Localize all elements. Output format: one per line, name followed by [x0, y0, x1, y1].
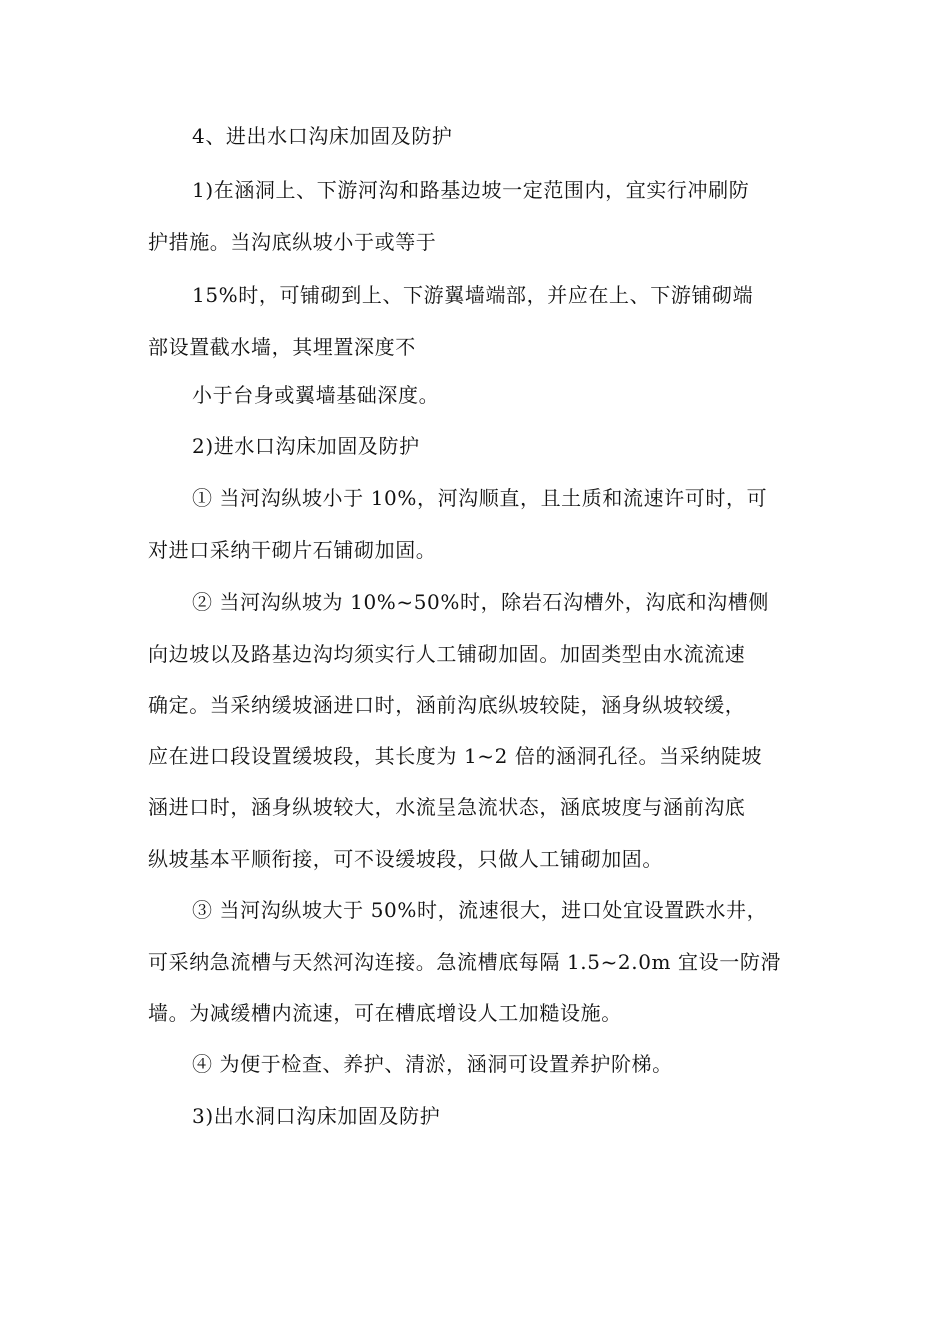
paragraph-line: 15%时，可铺砌到上、下游翼墙端部，并应在上、下游铺砌端: [192, 283, 754, 307]
paragraph-line: 应在进口段设置缓坡段，其长度为 1~2 倍的涵洞孔径。当采纳陡坡: [148, 744, 763, 768]
paragraph-line: ③ 当河沟纵坡大于 50%时，流速很大，进口处宜设置跌水井，: [192, 898, 768, 922]
paragraph-line: 部设置截水墙，其埋置深度不: [148, 335, 416, 359]
subsection-heading: 2)进水口沟床加固及防护: [192, 434, 420, 458]
paragraph-line: 护措施。当沟底纵坡小于或等于: [148, 230, 437, 254]
paragraph-line: 1)在涵洞上、下游河沟和路基边坡一定范围内，宜实行冲刷防: [192, 178, 750, 202]
paragraph-line: 向边坡以及路基边沟均须实行人工铺砌加固。加固类型由水流流速: [148, 642, 746, 666]
paragraph-line: 涵进口时，涵身纵坡较大，水流呈急流状态，涵底坡度与涵前沟底: [148, 795, 746, 819]
paragraph-line: 纵坡基本平顺衔接，可不设缓坡段，只做人工铺砌加固。: [148, 847, 663, 871]
paragraph-line: 对进口采纳干砌片石铺砌加固。: [148, 538, 437, 562]
paragraph-line: 墙。为减缓槽内流速，可在槽底增设人工加糙设施。: [148, 1001, 622, 1025]
paragraph-line: ① 当河沟纵坡小于 10%，河沟顺直，且土质和流速许可时，可: [192, 486, 768, 510]
section-heading: 4、进出水口沟床加固及防护: [192, 124, 453, 148]
paragraph-line: 可采纳急流槽与天然河沟连接。急流槽底每隔 1.5~2.0m 宜设一防滑: [148, 950, 782, 974]
paragraph-line: 小于台身或翼墙基础深度。: [192, 383, 440, 407]
paragraph-line: ④ 为便于检查、养护、清淤，涵洞可设置养护阶梯。: [192, 1052, 673, 1076]
paragraph-line: ② 当河沟纵坡为 10%~50%时，除岩石沟槽外，沟底和沟槽侧: [192, 590, 769, 614]
paragraph-line: 确定。当采纳缓坡涵进口时，涵前沟底纵坡较陡，涵身纵坡较缓，: [148, 693, 746, 717]
subsection-heading: 3)出水洞口沟床加固及防护: [192, 1104, 441, 1128]
